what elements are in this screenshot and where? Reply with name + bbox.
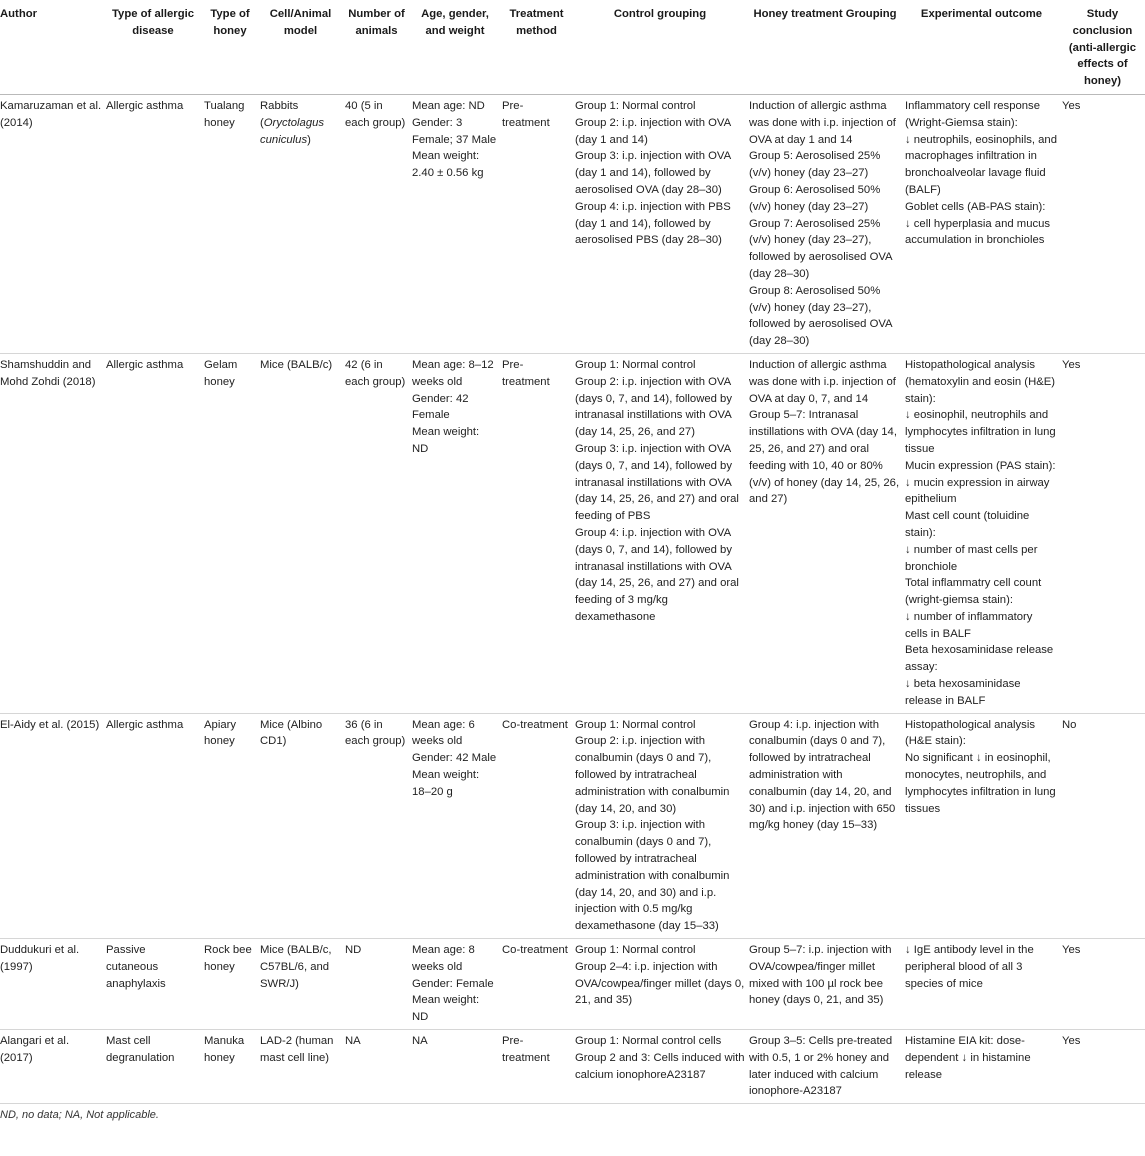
cell-line: Group 7: Aerosolised 25% (v/v) honey (day 23–27), followed by aerosolised OVA (day 28–30): [749, 217, 892, 280]
cell-disease: [104, 1030, 202, 1104]
cell-line: Passive cutaneous anaphylaxis: [106, 944, 166, 990]
cell-method: [500, 1030, 573, 1104]
column-header-treatment: Honey treatment Grouping: [747, 0, 903, 94]
cell-line: Gender: Female: [412, 977, 494, 990]
cell-line: Yes: [1062, 944, 1081, 957]
cell-line: 36 (6 in each group): [345, 718, 406, 748]
cell-model: [258, 939, 343, 1030]
cell-age: [410, 1030, 500, 1104]
cell-line: Group 3–5: Cells pre-treated with 0.5, 1 or 2% honey and later induced with calcium ionophore-A23187: [749, 1035, 893, 1098]
cell-line: Mean age: 8–12 weeks old: [412, 358, 494, 388]
cell-line: Group 2: i.p. injection with conalbumin (days 0 and 7), followed by intratracheal administration with conalbumin (day 14, 20, and 30): [575, 735, 730, 815]
cell-line: Group 2: i.p. injection with OVA (day 1 and 14): [575, 116, 731, 146]
cell-line: Pre-treatment: [502, 99, 550, 129]
cell-line: Gender: 42 Male: [412, 752, 497, 765]
cell-line: Pre-treatment: [502, 358, 550, 388]
cell-line: No significant ↓ in eosinophil, monocytes, neutrophils, and lymphocytes infiltration in lung tissues: [905, 752, 1056, 815]
cell-age: [410, 94, 500, 353]
cell-line: Yes: [1062, 358, 1081, 371]
cell-line: Yes: [1062, 1035, 1081, 1048]
cell-line: Histopathological analysis (H&E stain):: [905, 718, 1035, 748]
cell-line: Gender: 3 Female; 37 Male: [412, 116, 497, 146]
cell-outcome: [903, 94, 1060, 353]
cell-text: LAD-2 (human mast cell line): [260, 1035, 334, 1064]
cell-text: Mice (Albino CD1): [260, 718, 323, 748]
cell-line: Gender: 42 Female: [412, 392, 469, 422]
cell-model: [258, 353, 343, 713]
column-header-disease: Type of allergic disease: [104, 0, 202, 94]
cell-method: [500, 939, 573, 1030]
cell-line: Group 6: Aerosolised 50% (v/v) honey (day 23–27): [749, 183, 881, 213]
header-row: [0, 0, 1145, 94]
cell-line: Group 5: Aerosolised 25% (v/v) honey (day 23–27): [749, 150, 881, 180]
cell-control: [573, 94, 747, 353]
cell-line: ↓ IgE antibody level in the peripheral blood of all 3 species of mice: [905, 944, 1034, 990]
cell-line: Group 2–4: i.p. injection with OVA/cowpea/finger millet (days 0, 21, and 35): [575, 960, 745, 1007]
cell-line: Group 2: i.p. injection with OVA (days 0, 7, and 14), followed by intranasal instillations with OVA (day 14, 25, 26, and 27): [575, 375, 732, 439]
cell-disease: [104, 939, 202, 1030]
cell-number: [343, 939, 410, 1030]
cell-line: Apiary honey: [204, 718, 237, 748]
cell-model: [258, 1030, 343, 1104]
cell-number: [343, 94, 410, 353]
cell-line: Group 3: i.p. injection with conalbumin (days 0 and 7), followed by intratracheal administration with conalbumin (day 14, 20, and 30) and i.p. injection with 0.5 mg/kg dexamethasone (day 15–33): [575, 819, 730, 933]
column-header-conclusion: Study conclusion (anti-allergic effects of honey): [1060, 0, 1145, 94]
cell-line: Allergic asthma: [106, 718, 184, 731]
cell-line: Group 3: i.p. injection with OVA (days 0, 7, and 14), followed by intranasal instillations with OVA (day 14, 25, 26, and 27) and oral feeding of PBS: [575, 442, 739, 523]
cell-control: [573, 353, 747, 713]
cell-line: ↓ number of mast cells per bronchiole: [905, 543, 1038, 573]
cell-line: Mean weight: 18–20 g: [412, 769, 480, 798]
cell-author: [0, 353, 104, 713]
cell-method: [500, 94, 573, 353]
cell-author: [0, 939, 104, 1030]
column-header-age: Age, gender, and weight: [410, 0, 500, 94]
column-header-number: Number of animals: [343, 0, 410, 94]
cell-conclusion: [1060, 713, 1145, 938]
cell-conclusion: [1060, 94, 1145, 353]
cell-line: ND: [345, 944, 362, 957]
cell-line: ↓ number of inflammatory cells in BALF: [905, 610, 1033, 640]
column-header-control: Control grouping: [573, 0, 747, 94]
cell-disease: [104, 94, 202, 353]
cell-conclusion: [1060, 353, 1145, 713]
cell-line: Rock bee honey: [204, 944, 252, 973]
cell-line: Group 4: i.p. injection with conalbumin (days 0 and 7), followed by intratracheal administration with conalbumin (day 14, 20, and 30) and i.p. injection with 650 mg/kg honey (day 15–33): [749, 718, 896, 832]
table-row: [0, 94, 1145, 353]
cell-line: ↓ neutrophils, eosinophils, and macrophages infiltration in bronchoalveolar lavage fluid (BALF): [905, 133, 1057, 196]
cell-line: Total inflammatry cell count (wright-giemsa stain):: [905, 577, 1042, 607]
cell-conclusion: [1060, 939, 1145, 1030]
cell-line: El-Aidy et al. (2015): [0, 718, 100, 731]
cell-line: ↓ cell hyperplasia and mucus accumulation in bronchioles: [905, 217, 1051, 247]
cell-line: Group 1: Normal control: [575, 944, 696, 957]
cell-treatment: [747, 94, 903, 353]
cell-line: Induction of allergic asthma was done with i.p. injection of OVA at day 1 and 14: [749, 99, 896, 146]
cell-honey: [202, 939, 258, 1030]
cell-line: Inflammatory cell response (Wright-Giemsa stain):: [905, 99, 1040, 129]
cell-honey: [202, 713, 258, 938]
cell-line: Group 1: Normal control: [575, 99, 696, 112]
cell-line: ↓ eosinophil, neutrophils and lymphocytes infiltration in lung tissue: [905, 409, 1056, 455]
cell-line: Goblet cells (AB-PAS stain):: [905, 200, 1046, 213]
column-header-model: Cell/Animal model: [258, 0, 343, 94]
cell-honey: [202, 94, 258, 353]
cell-treatment: [747, 939, 903, 1030]
cell-line: Mean age: 6 weeks old: [412, 718, 475, 748]
cell-line: Allergic asthma: [106, 99, 184, 112]
cell-honey: [202, 1030, 258, 1104]
cell-line: Mast cell degranulation: [106, 1035, 175, 1064]
cell-line: Group 5–7: i.p. injection with OVA/cowpea/finger millet mixed with 100 µl rock bee honey (days 0, 21, and 35): [749, 944, 892, 1007]
cell-line: Beta hexosaminidase release assay:: [905, 644, 1054, 674]
cell-line: Kamaruzaman et al. (2014): [0, 99, 102, 129]
cell-line: Histopathological analysis (hematoxylin and eosin (H&E) stain):: [905, 358, 1056, 405]
cell-line: Mucin expression (PAS stain):: [905, 459, 1056, 472]
cell-age: [410, 713, 500, 938]
cell-line: Mean age: 8 weeks old: [412, 944, 475, 973]
cell-line: Co-treatment: [502, 944, 568, 957]
cell-treatment: [747, 1030, 903, 1104]
cell-line: Co-treatment: [502, 718, 568, 731]
table-body: [0, 94, 1145, 1103]
cell-line: Duddukuri et al. (1997): [0, 944, 80, 973]
cell-line: Pre-treatment: [502, 1035, 550, 1064]
cell-text: Oryctolagus cuniculus: [260, 116, 325, 146]
cell-author: [0, 1030, 104, 1104]
cell-number: [343, 353, 410, 713]
cell-line: Shamshuddin and Mohd Zohdi (2018): [0, 358, 96, 388]
cell-line: ↓ mucin expression in airway epithelium: [905, 476, 1050, 506]
cell-line: ↓ beta hexosaminidase release in BALF: [905, 678, 1021, 707]
cell-control: [573, 939, 747, 1030]
cell-line: Group 1: Normal control: [575, 718, 696, 731]
table-row: [0, 353, 1145, 713]
cell-author: [0, 94, 104, 353]
cell-line: Gelam honey: [204, 358, 238, 388]
cell-line: Group 5–7: Intranasal instillations with OVA (day 14, 25, 26, and 27) and oral feeding with 10, 40 or 80% (v/v) of honey (day 14, 25, 26, and 27): [749, 409, 900, 506]
cell-text: ): [307, 133, 311, 146]
cell-age: [410, 353, 500, 713]
cell-line: Group 1: Normal control cells: [575, 1035, 722, 1048]
cell-line: Mean weight: ND: [412, 994, 480, 1024]
cell-author: [0, 713, 104, 938]
cell-method: [500, 713, 573, 938]
cell-line: Group 4: i.p. injection with OVA (days 0, 7, and 14), followed by intranasal instillations with OVA (day 14, 25, 26, and 27) and oral feeding of 3 mg/kg dexamethasone: [575, 526, 739, 623]
cell-outcome: [903, 713, 1060, 938]
column-header-honey: Type of honey: [202, 0, 258, 94]
cell-line: Manuka honey: [204, 1035, 245, 1064]
cell-treatment: [747, 713, 903, 938]
cell-line: Tualang honey: [204, 99, 245, 129]
cell-honey: [202, 353, 258, 713]
cell-line: Group 2 and 3: Cells induced with calcium ionophoreA23187: [575, 1051, 745, 1081]
cell-disease: [104, 353, 202, 713]
cell-line: 40 (5 in each group): [345, 99, 406, 129]
cell-outcome: [903, 353, 1060, 713]
table-row: [0, 1030, 1145, 1104]
cell-line: Group 1: Normal control: [575, 358, 696, 371]
table-row: [0, 713, 1145, 938]
cell-text: Mice (BALB/c, C57BL/6, and SWR/J): [260, 944, 332, 990]
cell-line: Mean age: ND: [412, 99, 485, 112]
column-header-outcome: Experimental outcome: [903, 0, 1060, 94]
cell-line: 42 (6 in each group): [345, 358, 406, 388]
cell-outcome: [903, 1030, 1060, 1104]
cell-line: Yes: [1062, 99, 1081, 112]
cell-line: Group 4: i.p. injection with PBS (day 1 and 14), followed by aerosolised PBS (day 28–30): [575, 200, 731, 247]
cell-line: Allergic asthma: [106, 358, 184, 371]
cell-control: [573, 713, 747, 938]
table-row: [0, 939, 1145, 1030]
cell-number: [343, 713, 410, 938]
cell-line: Induction of allergic asthma was done with i.p. injection of OVA at day 0, 7, and 14: [749, 358, 896, 405]
cell-text: Rabbits (: [260, 99, 299, 129]
cell-line: Group 3: i.p. injection with OVA (day 1 and 14), followed by aerosolised OVA (day 28–30): [575, 150, 731, 196]
cell-conclusion: [1060, 1030, 1145, 1104]
cell-age: [410, 939, 500, 1030]
cell-text: Mice (BALB/c): [260, 358, 333, 371]
cell-outcome: [903, 939, 1060, 1030]
cell-line: Histamine EIA kit: dose-dependent ↓ in histamine release: [905, 1035, 1031, 1081]
cell-line: NA: [345, 1035, 361, 1048]
table-footnote: ND, no data; NA, Not applicable.: [0, 1109, 159, 1122]
cell-method: [500, 353, 573, 713]
column-header-author: Author: [0, 0, 104, 94]
cell-line: Mean weight: 2.40 ± 0.56 kg: [412, 150, 484, 180]
cell-line: No: [1062, 718, 1077, 731]
cell-model: [258, 713, 343, 938]
cell-treatment: [747, 353, 903, 713]
cell-number: [343, 1030, 410, 1104]
cell-line: Mean weight: ND: [412, 426, 480, 455]
cell-line: Group 8: Aerosolised 50% (v/v) honey (day 23–27), followed by aerosolised OVA (day 28–30): [749, 284, 892, 348]
cell-disease: [104, 713, 202, 938]
cell-model: [258, 94, 343, 353]
cell-control: [573, 1030, 747, 1104]
cell-line: Alangari et al. (2017): [0, 1035, 70, 1064]
column-header-method: Treatment method: [500, 0, 573, 94]
cell-line: NA: [412, 1035, 428, 1048]
cell-line: Mast cell count (toluidine stain):: [905, 510, 1030, 539]
